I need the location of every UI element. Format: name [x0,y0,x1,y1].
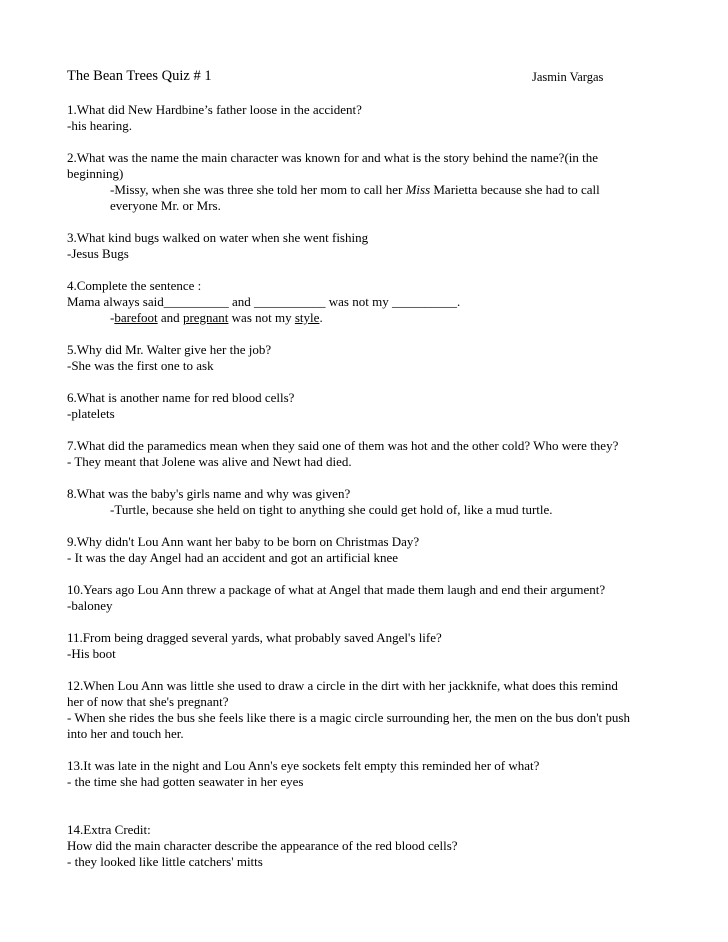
answer-text: -Turtle, because she held on tight to anything she could get hold of, like a mud turtle. [110,502,553,517]
answer-text: -His boot [67,646,116,661]
question-6 [67,390,667,422]
question-9 [67,534,667,566]
question-text-continued: beginning) [67,166,124,181]
question-13 [67,758,667,790]
answer-part: and [157,310,183,325]
answer-text: - It was the day Angel had an accident and got an artificial knee [67,550,399,565]
answer-blank-1: barefoot [114,310,158,325]
question-text: 8.What was the baby's girls name and why was given? [67,486,351,501]
author-name: Jasmin Vargas [532,70,604,84]
answer-text [67,182,667,198]
answer-text: - they looked like little catchers' mitts [67,854,263,869]
question-12 [67,678,667,742]
fill-in-prompt: Mama always said__________ and ___________ was not my __________. [67,294,461,309]
question-text: 3.What kind bugs walked on water when she went fishing [67,230,369,245]
question-list [67,102,667,870]
answer-text: - When she rides the bus she feels like there is a magic circle surrounding her, the men on the bus don't push [67,710,630,725]
answer-part: Marietta because she had to call [430,182,600,197]
answer-part: was not my [228,310,295,325]
question-3 [67,230,667,262]
answer-part: . [319,310,323,325]
answer-text-continued: everyone Mr. or Mrs. [110,198,221,213]
question-text: How did the main character describe the appearance of the red blood cells? [67,838,458,853]
answer-text: -She was the first one to ask [67,358,214,373]
question-text: 2.What was the name the main character was known for and what is the story behind the name?(in the [67,150,599,165]
question-text: 13.It was late in the night and Lou Ann's eye sockets felt empty this reminded her of what? [67,758,540,773]
question-text: 11.From being dragged several yards, what probably saved Angel's life? [67,630,442,645]
question-text: 10.Years ago Lou Ann threw a package of what at Angel that made them laugh and end their argument? [67,582,606,597]
question-text: 4.Complete the sentence : [67,278,202,293]
question-11 [67,630,667,662]
question-7 [67,438,667,470]
document-header [67,68,627,86]
question-14-extra-credit [67,822,667,870]
question-10 [67,582,667,614]
question-text: 1.What did New Hardbine’s father loose in the accident? [67,102,362,117]
question-text: 9.Why didn't Lou Ann want her baby to be born on Christmas Day? [67,534,420,549]
answer-text: - They meant that Jolene was alive and Newt had died. [67,454,352,469]
answer-part: - [110,310,115,325]
answer-emphasis: Miss [405,182,431,197]
question-5 [67,342,667,374]
question-1 [67,102,667,134]
question-text: 5.Why did Mr. Walter give her the job? [67,342,272,357]
quiz-title: The Bean Trees Quiz # 1 [67,68,212,84]
question-text: 6.What is another name for red blood cells? [67,390,295,405]
answer-blank-2: pregnant [182,310,229,325]
answer-text-continued: into her and touch her. [67,726,184,741]
answer-text: -baloney [67,598,113,613]
answer-text: -platelets [67,406,115,421]
answer-part: -Missy, when she was three she told her mom to call her [110,182,406,197]
question-4 [67,278,667,326]
answer-text: -his hearing. [67,118,132,133]
answer-text: -Jesus Bugs [67,246,129,261]
answer-text: - the time she had gotten seawater in her eyes [67,774,304,789]
answer-text [67,310,667,326]
question-8 [67,486,667,518]
question-text-continued: her of now that she's pregnant? [67,694,229,709]
answer-blank-3: style [294,310,320,325]
question-text: 12.When Lou Ann was little she used to draw a circle in the dirt with her jackknife, what does this remind [67,678,618,693]
question-text: 7.What did the paramedics mean when they said one of them was hot and the other cold? Who were they? [67,438,619,453]
extra-credit-heading: 14.Extra Credit: [67,822,151,837]
question-2 [67,150,667,214]
